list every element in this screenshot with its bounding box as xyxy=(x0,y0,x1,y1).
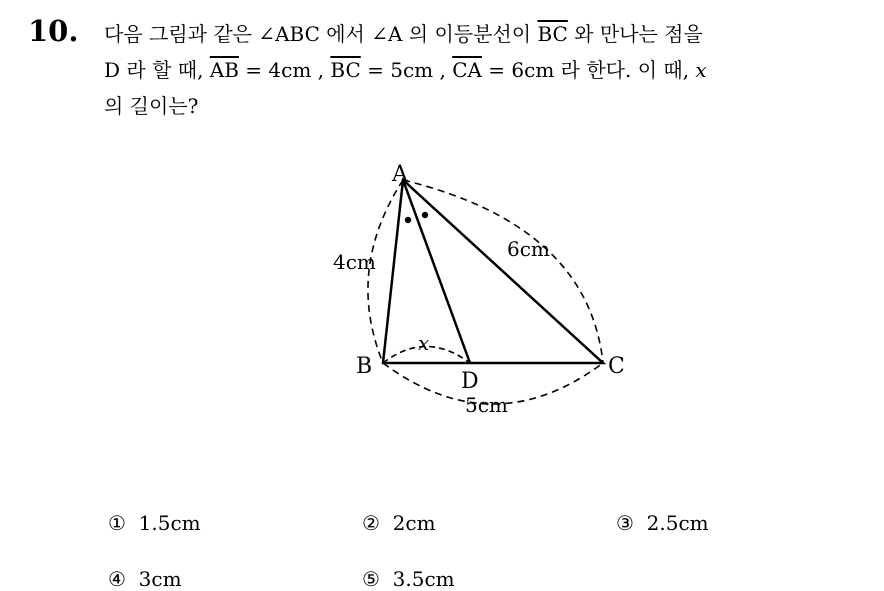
label-ca-length: 6cm xyxy=(507,237,550,261)
angle-mark-2 xyxy=(422,212,428,218)
question-number: 10. xyxy=(28,14,79,48)
segment-bc: $\overline{BC}$ xyxy=(537,22,568,46)
segment-ca: $\overline{CA}$ xyxy=(452,58,482,82)
label-point-a: A xyxy=(392,162,408,187)
choice-1-mark: ① xyxy=(108,511,126,535)
question-line1-part: 다음 그림과 같은 ∠ABC 에서 ∠A 의 이등분선이 xyxy=(104,22,538,46)
triangle-figure xyxy=(320,150,640,430)
eq-ca: = 6cm 라 한다. 이 때, xyxy=(481,58,696,82)
choice-2-mark: ② xyxy=(362,511,380,535)
label-point-d: D xyxy=(461,369,479,394)
choice-5-mark: ⑤ xyxy=(362,567,380,591)
choice-4-text: 3cm xyxy=(138,567,182,591)
choice-1[interactable] xyxy=(108,511,201,535)
choice-3[interactable] xyxy=(616,511,709,535)
question-line1-end: 와 만나는 점을 xyxy=(567,22,703,46)
label-bc-length: 5cm xyxy=(465,393,508,417)
segment-bc-2: $\overline{BC}$ xyxy=(330,58,361,82)
choice-5-text: 3.5cm xyxy=(392,567,455,591)
triangle-abc xyxy=(383,180,603,363)
variable-x: x xyxy=(695,58,707,82)
label-point-b: B xyxy=(356,354,373,379)
angle-mark-1 xyxy=(405,217,411,223)
question-line2-start: D 라 할 때, xyxy=(104,58,210,82)
label-ab-length: 4cm xyxy=(333,250,376,274)
choice-3-text: 2.5cm xyxy=(646,511,709,535)
choice-5[interactable] xyxy=(362,567,455,591)
label-point-c: C xyxy=(608,354,625,379)
eq-ab: = 4cm , xyxy=(238,58,331,82)
question-line3: 의 길이는? xyxy=(104,94,199,118)
label-x: x xyxy=(418,331,430,355)
choice-3-mark: ③ xyxy=(616,511,634,535)
question-text xyxy=(104,16,874,124)
choice-4-mark: ④ xyxy=(108,567,126,591)
eq-bc: = 5cm , xyxy=(360,58,453,82)
choice-4[interactable] xyxy=(108,567,182,591)
choice-2-text: 2cm xyxy=(392,511,436,535)
choice-2[interactable] xyxy=(362,511,436,535)
segment-ab: $\overline{AB}$ xyxy=(209,58,239,82)
choice-1-text: 1.5cm xyxy=(138,511,201,535)
bisector-ad xyxy=(403,180,470,363)
